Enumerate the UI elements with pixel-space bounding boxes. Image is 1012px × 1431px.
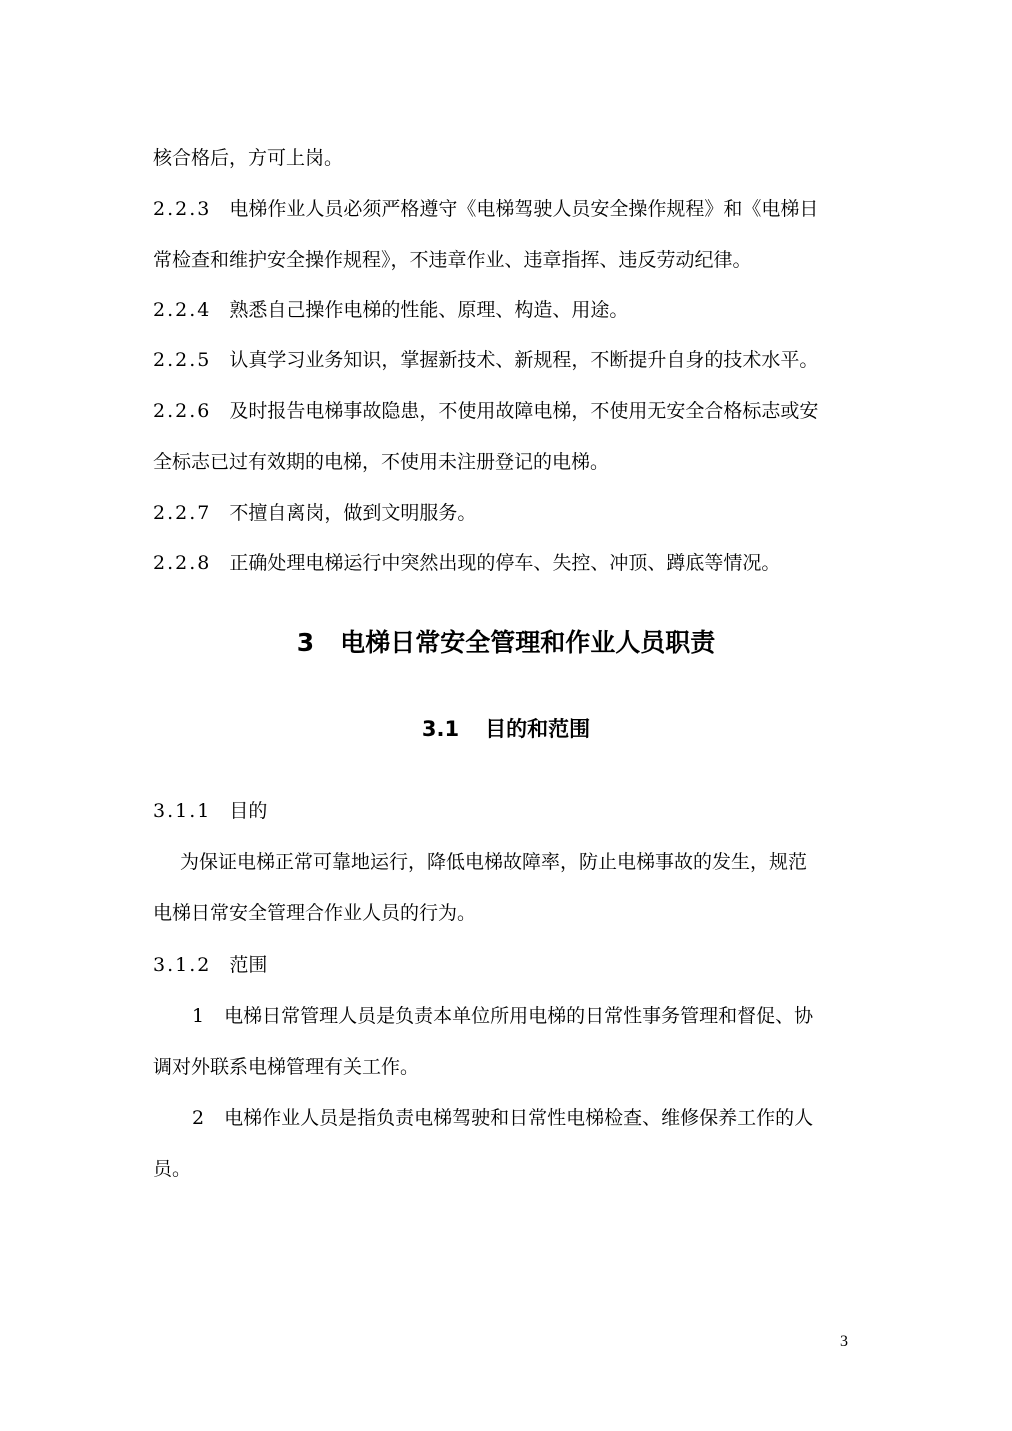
paragraph-line: [153, 1156, 863, 1182]
clause-number: 2.2.3: [153, 198, 212, 220]
clause-text: 电梯作业人员必须严格遵守《电梯驾驶人员安全操作规程》和《电梯日: [229, 198, 819, 220]
item-number: 2: [192, 1107, 207, 1129]
clause-2-2-8: [153, 550, 863, 576]
clause-number: 2.2.4: [153, 299, 212, 321]
clause-number: 2.2.6: [153, 400, 212, 422]
item-text: 电梯作业人员是指负责电梯驾驶和日常性电梯检查、维修保养工作的人: [224, 1107, 814, 1129]
clause-number: 2.2.7: [153, 502, 212, 524]
clause-number: 3.1.1: [153, 800, 212, 822]
paragraph-line: [153, 145, 863, 171]
clause-text: 认真学习业务知识，掌握新技术、新规程，不断提升自身的技术水平。: [229, 349, 819, 371]
item-text: 电梯日常管理人员是负责本单位所用电梯的日常性事务管理和督促、协: [224, 1005, 814, 1027]
line-text: 核合格后，方可上岗。: [153, 147, 344, 169]
scope-item-1: [192, 1003, 902, 1029]
clause-3-1-1: [153, 798, 863, 824]
line-text: 员。: [153, 1158, 192, 1180]
paragraph-line: [153, 449, 863, 475]
chapter-title: 电梯日常安全管理和作业人员职责: [340, 628, 716, 657]
section-number: 3.1: [421, 717, 460, 741]
clause-2-2-6: [153, 398, 863, 424]
clause-2-2-7: [153, 500, 863, 526]
line-text: 全标志已过有效期的电梯，不使用未注册登记的电梯。: [153, 451, 610, 473]
clause-text: 范围: [229, 954, 268, 976]
clause-2-2-4: [153, 297, 863, 323]
section-title: 目的和范围: [485, 717, 591, 741]
clause-number: 2.2.8: [153, 552, 212, 574]
chapter-heading: [0, 626, 1012, 660]
line-text: 常检查和维护安全操作规程》，不违章作业、违章指挥、违反劳动纪律。: [153, 249, 752, 271]
paragraph-line: [153, 1054, 863, 1080]
clause-text: 目的: [229, 800, 268, 822]
chapter-number: 3: [296, 628, 315, 657]
section-heading: [0, 714, 1012, 744]
line-text: 为保证电梯正常可靠地运行，降低电梯故障率，防止电梯事故的发生，规范: [180, 851, 808, 873]
paragraph-line: [153, 900, 863, 926]
paragraph-line: [153, 247, 863, 273]
clause-3-1-2: [153, 952, 863, 978]
line-text: 调对外联系电梯管理有关工作。: [153, 1056, 420, 1078]
clause-text: 不擅自离岗，做到文明服务。: [229, 502, 477, 524]
clause-number: 2.2.5: [153, 349, 212, 371]
clause-2-2-5: [153, 347, 863, 373]
clause-2-2-3: [153, 196, 863, 222]
scope-item-2: [192, 1105, 902, 1131]
clause-number: 3.1.2: [153, 954, 212, 976]
clause-text: 及时报告电梯事故隐患，不使用故障电梯，不使用无安全合格标志或安: [229, 400, 819, 422]
clause-text: 熟悉自己操作电梯的性能、原理、构造、用途。: [229, 299, 629, 321]
line-text: 电梯日常安全管理合作业人员的行为。: [153, 902, 477, 924]
item-number: 1: [192, 1005, 207, 1027]
paragraph-line: [180, 849, 890, 875]
page-number: 3: [840, 1333, 848, 1350]
clause-text: 正确处理电梯运行中突然出现的停车、失控、冲顶、蹲底等情况。: [229, 552, 781, 574]
